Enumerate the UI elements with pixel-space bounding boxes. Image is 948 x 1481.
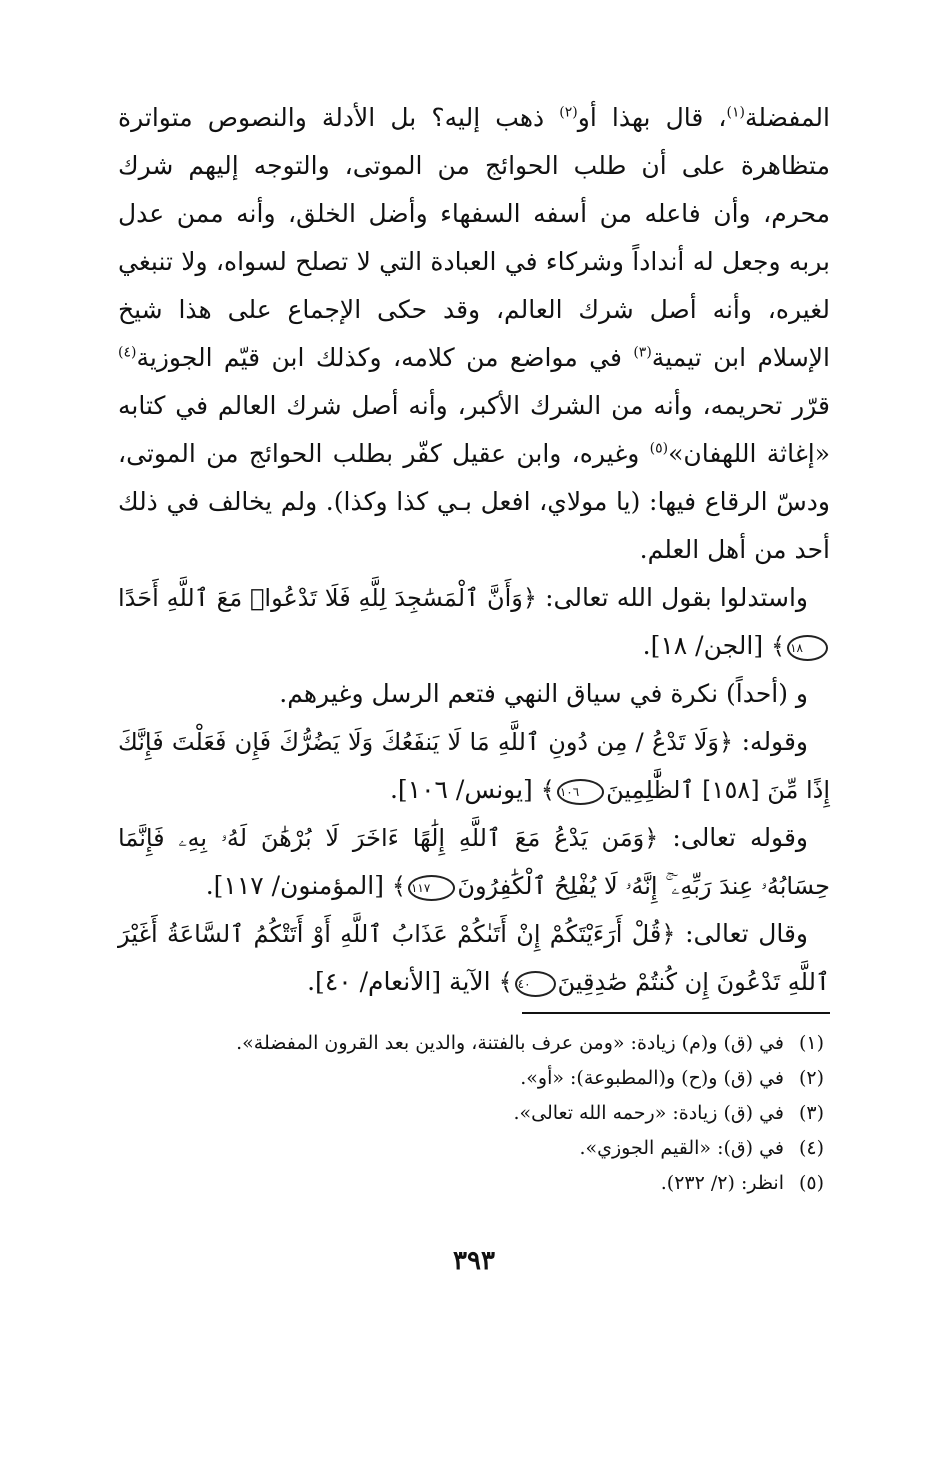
intro-text: وقوله: — [733, 727, 808, 756]
verse-open-bracket: ﴿ — [719, 728, 734, 756]
text-run: في مواضع من كلامه، وكذلك ابن قيّم الجوزية — [136, 343, 634, 372]
footnote-item — [124, 1131, 824, 1166]
verse-reference: [المؤمنون/ ١١٧]. — [205, 871, 392, 900]
footnote-text: في (ق) زيادة: «رحمه الله تعالى». — [513, 1102, 784, 1124]
text-run: ذهب إليه؟ بل الأدلة والنصوص متواترة متظاهرة على أن طلب الحوائج من الموتى، والتوجه إليهم شرك محرم، وأن فاعله من أسفه السفهاء وأضل الخلق، وأنه ممن عدل بربه وجعل له أنداداً وشركاء في العبادة التي لا تصلح لسواه، ولا تنبغي لغيره، وأنه أصل شرك العالم، وقد حكى الإجماع على هذا شيخ الإسلام ابن تيمية — [118, 103, 830, 372]
footnote-text: في (ق) و(ح) و(المطبوعة): «أو». — [520, 1067, 784, 1089]
main-text-body — [118, 94, 830, 1006]
intro-text: وقال تعالى: — [675, 919, 808, 948]
verse-open-bracket: ﴿ — [661, 920, 676, 948]
intro-text: وقوله تعالى: — [658, 823, 808, 852]
footnote-text: في (ق) و(م) زيادة: «ومن عرف بالفتنة، والدين بعد القرون المفضلة». — [236, 1032, 784, 1054]
paragraph-4 — [118, 718, 830, 814]
verse-close-bracket: ﴾ — [540, 776, 555, 804]
quran-verse: وَمَن يَدْعُ مَعَ ٱللَّهِ إِلَٰهًا ءَاخَرَ لَا بُرْهَٰنَ لَهُۥ بِهِۦ فَإِنَّمَا حِسَابُهُۥ عِندَ رَبِّهِۦٓ ۚ إِنَّهُۥ لَا يُفْلِحُ ٱلْكَٰفِرُونَ — [118, 824, 830, 900]
verse-open-bracket: ﴿ — [522, 584, 537, 612]
footnote-ref[interactable]: (٣) — [633, 344, 652, 361]
verse-open-bracket: ﴿ — [644, 824, 659, 852]
footnote-item — [124, 1096, 824, 1131]
verse-reference: [يونس/ ١٠٦]. — [389, 775, 541, 804]
text-run: ، قال بهذا أو — [577, 103, 727, 132]
verse-reference: الآية [الأنعام/ ٤٠]. — [307, 967, 499, 996]
footnotes-list — [124, 1026, 824, 1201]
quran-verse: وَأَنَّ ٱلْمَسَٰجِدَ لِلَّهِ فَلَا تَدْعُوا۟ مَعَ ٱللَّهِ أَحَدًا — [118, 584, 523, 612]
paragraph-5 — [118, 814, 830, 910]
footnote-number: (٥) — [798, 1172, 824, 1194]
footnote-divider — [522, 1012, 830, 1014]
text-run: وغيره، وابن عقيل كفّر بطلب الحوائج من الموتى، ودسّ الرقاع فيها: (يا مولاي، افعل بـي كذا وكذا). ولم يخالف في ذلك أحد من أهل العلم. — [118, 439, 830, 564]
footnote-number: (٢) — [798, 1067, 824, 1089]
verse-close-bracket: ﴾ — [391, 872, 406, 900]
footnote-number: (٣) — [798, 1102, 824, 1124]
paragraph-1 — [118, 94, 830, 574]
footnote-ref[interactable]: (٥) — [649, 440, 669, 457]
paragraph-2 — [118, 574, 830, 670]
page-number: ٣٩٣ — [453, 1246, 495, 1276]
verse-number-medallion: ١٠٦ — [557, 779, 604, 805]
footnote-item — [124, 1061, 824, 1096]
footnote-item — [124, 1026, 824, 1061]
footnote-text: انظر: (٢/ ٢٣٢). — [660, 1172, 784, 1194]
text-run: المفضلة — [744, 103, 830, 132]
paragraph-6 — [118, 910, 830, 1006]
verse-number-medallion: ٤٠ — [515, 971, 556, 997]
footnote-ref[interactable]: (٢) — [559, 104, 578, 121]
intro-text: واستدلوا بقول الله تعالى: — [536, 583, 808, 612]
verse-close-bracket: ﴾ — [498, 968, 513, 996]
paragraph-3: و (أحداً) نكرة في سياق النهي فتعم الرسل وغيرهم. — [279, 679, 808, 708]
text-run: قرّر تحريمه، وأنه من الشرك الأكبر، وأنه أصل شرك العالم في كتابه «إغاثة اللهفان» — [118, 391, 831, 468]
quran-verse: قُلْ أَرَءَيْتَكُمْ إِنْ أَتَىٰكُمْ عَذَابُ ٱللَّهِ أَوْ أَتَتْكُمُ ٱلسَّاعَةُ أَغَيْرَ ٱللَّهِ تَدْعُونَ إِن كُنتُمْ صَٰدِقِينَ — [118, 920, 830, 996]
footnote-number: (١) — [798, 1032, 824, 1054]
footnote-item — [124, 1166, 824, 1201]
quran-verse: وَلَا تَدْعُ / مِن دُونِ ٱللَّهِ مَا لَا يَنفَعُكَ وَلَا يَضُرُّكَ فَإِن فَعَلْتَ فَإِنَّكَ إِذًا مِّنَ [١٥٨] ٱلظَّٰلِمِينَ — [118, 728, 830, 804]
verse-reference: [الجن/ ١٨]. — [642, 631, 772, 660]
verse-number-medallion: ١١٧ — [408, 875, 455, 901]
verse-close-bracket: ﴾ — [771, 632, 786, 660]
footnote-number: (٤) — [798, 1137, 824, 1159]
footnote-ref[interactable]: (٤) — [118, 344, 137, 361]
verse-number-medallion: ١٨ — [787, 635, 828, 661]
footnote-ref[interactable]: (١) — [726, 104, 745, 121]
footnote-text: في (ق): «القيم الجوزي». — [579, 1137, 784, 1159]
